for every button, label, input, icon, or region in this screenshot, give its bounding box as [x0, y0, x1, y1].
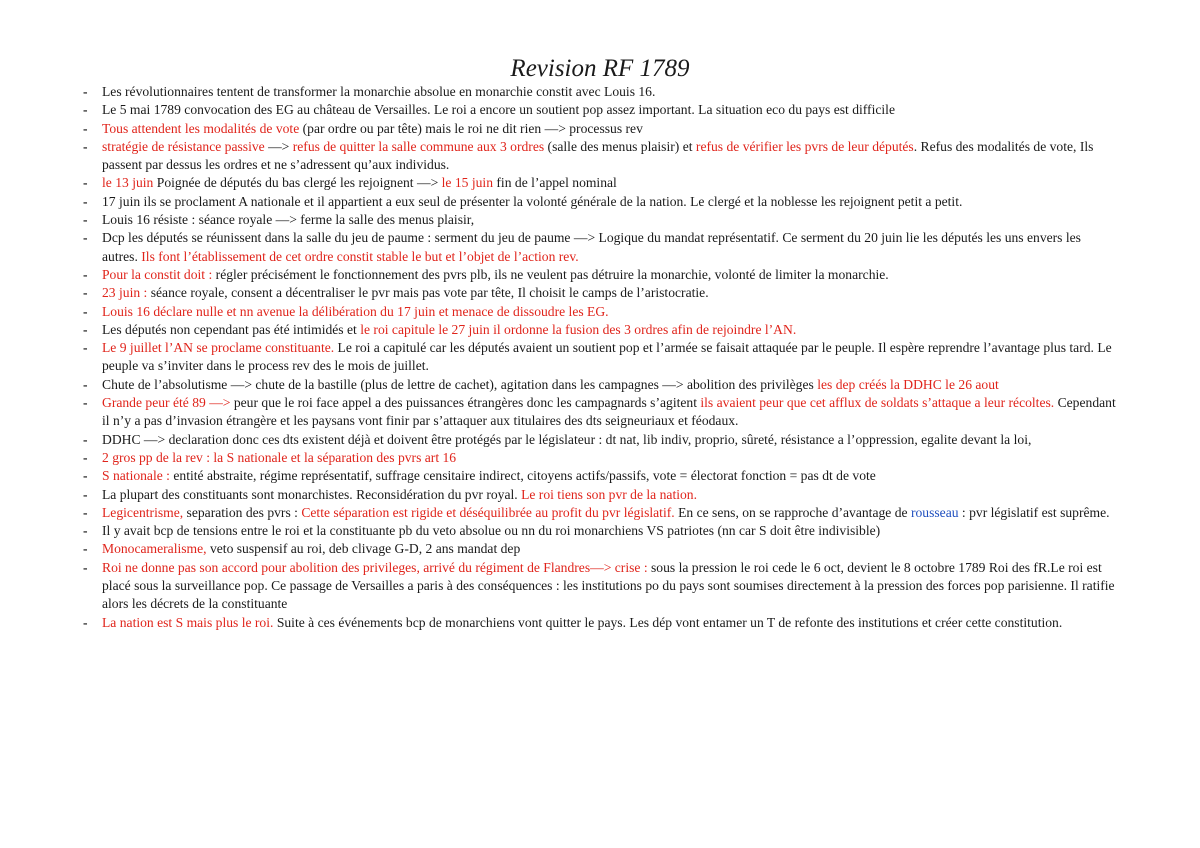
- note-item: [80, 467, 1120, 485]
- highlighted-text: La nation est S mais plus le roi.: [102, 614, 274, 630]
- note-item: [80, 486, 1120, 504]
- note-text: entité abstraite, régime représentatif, suffrage censitaire indirect, citoyens actifs/passifs, vote = électorat fonction = pas dt de vote: [169, 468, 876, 484]
- note-text: séance royale, consent a décentraliser le pvr mais pas vote par tête, Il choisit le camps de l’aristocratie.: [147, 285, 709, 301]
- note-text: separation des pvrs :: [183, 504, 302, 520]
- note-item: [80, 284, 1120, 302]
- highlighted-text: stratégie de résistance passive: [102, 138, 265, 154]
- highlighted-text: Legicentrisme,: [102, 504, 184, 520]
- note-text: La plupart des constituants sont monarchistes. Reconsidération du pvr royal.: [102, 486, 522, 502]
- note-text: Suite à ces événements bcp de monarchiens vont quitter le pays. Les dép vont entamer un T de refonte des institutions et créer cette constitution.: [273, 614, 1063, 630]
- note-item: [80, 101, 1120, 119]
- notes-list: [80, 83, 1120, 632]
- note-text: veto suspensif au roi, deb clivage G-D, 2 ans mandat dep: [206, 541, 521, 557]
- note-item: [80, 339, 1120, 376]
- highlighted-text: Pour la constit doit :: [102, 266, 213, 282]
- highlighted-text: Roi ne donne pas son accord pour abolition des privileges, arrivé du régiment de Flandres—> crise :: [102, 559, 648, 575]
- note-text: sous la pression le roi cede le 6 oct, devient le 8 octobre 1789 Roi des fR.Le roi est placé sous la surveillance pop. Ce passage de Versailles a paris à des conséquences : les institutions po du pays sont soumises directement à la pression des forces pop parisienne. Il ratifie alors les décrets de la constituante: [102, 559, 1115, 612]
- note-text: Chute de l’absolutisme —> chute de la bastille (plus de lettre de cachet), agitation dans les campagnes —> abolition des privilèges: [102, 376, 818, 392]
- highlighted-text: le roi capitule le 27 juin il ordonne la fusion des 3 ordres afin de rejoindre l’AN.: [360, 321, 797, 337]
- note-text: (par ordre ou par tête) mais le roi ne dit rien —> processus rev: [299, 120, 643, 136]
- note-text: Les députés non cependant pas été intimidés et: [102, 321, 361, 337]
- note-text: DDHC —> declaration donc ces dts existent déjà et doivent être protégés par le législateur : dt nat, lib indiv, proprio, sûreté, résistance a l’oppression, egalite devant la loi,: [102, 431, 1032, 447]
- highlighted-text: Cette séparation est rigide et déséquilibrée au profit du pvr législatif.: [301, 504, 675, 520]
- note-item: [80, 229, 1120, 266]
- note-item: [80, 321, 1120, 339]
- note-text: régler précisément le fonctionnement des pvrs plb, ils ne veulent pas détruire la monarchie, volonté de limiter la monarchie.: [212, 266, 889, 282]
- note-item: [80, 303, 1120, 321]
- note-text: Le 5 mai 1789 convocation des EG au château de Versailles. Le roi a encore un soutient pop assez important. La situation eco du pays est difficile: [102, 102, 895, 118]
- highlighted-text: le 15 juin: [441, 175, 493, 191]
- highlighted-text: Le 9 juillet l’AN se proclame constituante.: [102, 340, 335, 356]
- note-text: Cependant il n’y a pas d’invasion étrangère et les paysans vont finir par s’attaquer aux titulaires des dts seigneuriaux et féodaux.: [102, 395, 1116, 429]
- highlighted-text: Tous attendent les modalités de vote: [102, 120, 300, 136]
- note-item: [80, 504, 1120, 522]
- note-item: [80, 174, 1120, 192]
- highlighted-text: refus de vérifier les pvrs de leur députés: [695, 138, 914, 154]
- note-text: Louis 16 résiste : séance royale —> ferme la salle des menus plaisir,: [102, 212, 475, 228]
- highlighted-text: Ils font l’établissement de cet ordre constit stable le but et l’objet de l’action rev.: [141, 248, 579, 264]
- note-text: fin de l’appel nominal: [493, 175, 617, 191]
- highlighted-text: Louis 16 déclare nulle et nn avenue la délibération du 17 juin et menace de dissoudre les EG.: [102, 303, 609, 319]
- page-title: Revision RF 1789: [510, 55, 690, 82]
- highlighted-text: le 13 juin: [102, 175, 154, 191]
- note-text: —>: [264, 138, 293, 154]
- highlighted-text: Le roi tiens son pvr de la nation.: [521, 486, 697, 502]
- note-item: [80, 522, 1120, 540]
- note-item: [80, 193, 1120, 211]
- note-text: Poignée de députés du bas clergé les rejoignent —>: [153, 175, 442, 191]
- note-text: En ce sens, on se rapproche d’avantage de: [674, 504, 911, 520]
- highlighted-text: les dep créés la DDHC le 26 aout: [817, 376, 999, 392]
- highlighted-text: 2 gros pp de la rev : la S nationale et la séparation des pvrs art 16: [102, 449, 457, 465]
- highlighted-text: Monocameralisme,: [102, 541, 207, 557]
- note-item: [80, 394, 1120, 431]
- note-text: Le roi a capitulé car les députés avaient un soutient pop et l’armée se faisait attaquée par le peuple. Il espère reprendre l’avantage plus tard. Le peuple va s’inviter dans le process rev des le mois de juillet.: [102, 340, 1112, 374]
- highlighted-text: 23 juin :: [102, 285, 148, 301]
- note-text: : pvr législatif est suprême.: [958, 504, 1110, 520]
- note-item: [80, 431, 1120, 449]
- highlighted-text: ils avaient peur que cet afflux de soldats s’attaque a leur récoltes.: [700, 395, 1055, 411]
- highlighted-text: S nationale :: [102, 468, 170, 484]
- note-text: Les révolutionnaires tentent de transformer la monarchie absolue en monarchie constit avec Louis 16.: [102, 84, 656, 99]
- note-item: [80, 614, 1120, 632]
- note-text: peur que le roi face appel a des puissances étrangères donc les campagnards s’agitent: [230, 395, 701, 411]
- highlighted-text: Grande peur été 89 —>: [102, 395, 231, 411]
- note-text: Dcp les députés se réunissent dans la salle du jeu de paume : serment du jeu de paume —> Logique du mandat représentatif. Ce serment du 20 juin lie les députés les uns envers les autres.: [102, 230, 1081, 264]
- note-item: [80, 449, 1120, 467]
- note-item: [80, 266, 1120, 284]
- note-text: Il y avait bcp de tensions entre le roi et la constituante pb du veto absolue ou nn du roi monarchiens VS patriotes (nn car S doit être indivisible): [102, 523, 881, 539]
- note-text: (salle des menus plaisir) et: [544, 138, 696, 154]
- note-item: [80, 138, 1120, 175]
- note-item: [80, 83, 1120, 101]
- note-item: [80, 376, 1120, 394]
- note-item: [80, 559, 1120, 614]
- note-item: [80, 540, 1120, 558]
- highlighted-text: rousseau: [910, 504, 959, 520]
- note-item: [80, 120, 1120, 138]
- note-text: . Refus des modalités de vote, Ils passent par dessus les ordres et ne s’adressent qu’aux individus.: [102, 138, 1094, 173]
- note-text: 17 juin ils se proclament A nationale et il appartient a eux seul de présenter la volonté générale de la nation. Le clergé et la noblesse les rejoignent petit a petit.: [102, 193, 963, 209]
- note-item: [80, 211, 1120, 229]
- highlighted-text: refus de quitter la salle commune aux 3 ordres: [292, 138, 545, 154]
